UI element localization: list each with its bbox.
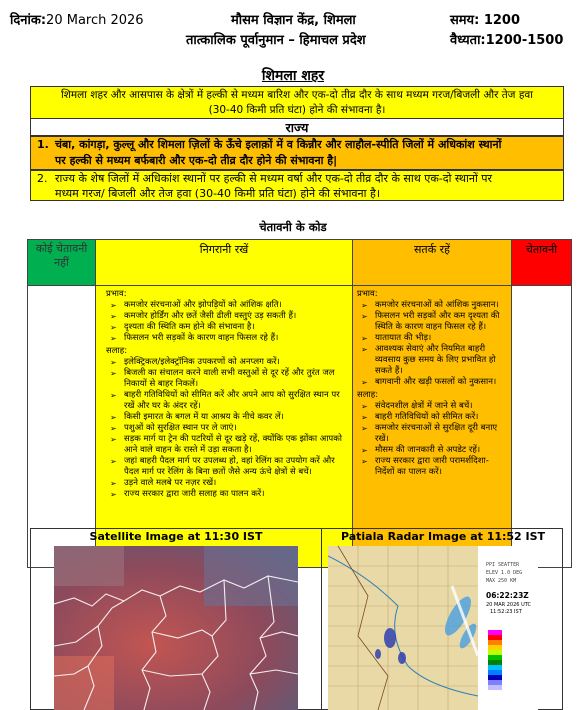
list-item: ➢ आवश्यक सेवाएं और नियमित बाहरी व्यवसाय कुछ समय के लिए प्रभावित हो सकते हैं।: [357, 344, 507, 377]
city-forecast-line1: शिमला शहर और आसपास के क्षेत्रों में हल्की से मध्यम बारिश और एक-दो तीव्र दौर के साथ मध्यम गरज/बिजली और तेज हवा: [61, 89, 533, 101]
list-item: ➢ राज्य सरकार द्वारा जारी सलाह का पालन करें।: [106, 489, 348, 500]
org-name: मौसम विज्ञान केंद्र, शिमला: [231, 13, 356, 28]
orange-impact-label: प्रभाव:: [357, 289, 378, 299]
list-item: ➢ कमजोर होर्डिंग और छतें जैसी ढीली वस्तुएं उड़ सकती हैं।: [106, 311, 348, 322]
svg-text:MAX 250 KM: MAX 250 KM: [486, 578, 517, 584]
yellow-advice-list: [106, 357, 348, 500]
warning-codes-table: [27, 239, 572, 568]
yellow-impacts-list: [106, 300, 348, 344]
yellow-code-body: [96, 286, 353, 568]
list-item: ➢ बिजली का संचालन करने वाली सभी वस्तुओं से दूर रहें और तुरंत जल निकायों से बाहर निकलें।: [106, 368, 348, 390]
validity-time: वैध्यता:1200-1500: [450, 33, 564, 48]
state-item-2-number: 2.: [37, 172, 48, 185]
list-item: ➢ किसी इमारत के बगल में या आश्रय के नीचे कवर लें।: [106, 412, 348, 423]
list-item: ➢ पशुओं को सुरक्षित स्थान पर ले जाएं।: [106, 423, 348, 434]
list-item: ➢ कमजोर संरचनाओं और झोपड़ियों को आंशिक क्षति।: [106, 300, 348, 311]
list-item: ➢ फिसलन भरी सड़कों के कारण वाहन फिसल रहे हैं।: [106, 333, 348, 344]
yellow-code-header: निगरानी रखें: [96, 240, 353, 286]
list-item: ➢ फिसलन भरी सड़कों और कम दृश्यता की स्थिति के कारण वाहन फिसल रहे हैं।: [357, 311, 507, 333]
warning-codes-title: चेतावनी के कोड: [259, 220, 327, 234]
yellow-advice-label: सलाह:: [106, 346, 128, 356]
list-item: ➢ बाहरी गतिविधियों को सीमित करें और अपने आप को सुरक्षित स्थान पर रखें और घर के अंदर रहें।: [106, 390, 348, 412]
orange-advice-list: [357, 401, 507, 478]
image-panel: [30, 528, 563, 710]
radar-clock: 06:22:23Z: [486, 591, 529, 600]
list-item: ➢ संवेदनशील क्षेत्रों में जाने से बचें।: [357, 401, 507, 412]
city-title: शिमला शहर: [261, 68, 325, 84]
orange-code-header: सतर्क रहें: [353, 240, 512, 286]
yellow-impact-label: प्रभाव:: [106, 289, 127, 299]
list-item: ➢ मौसम की जानकारी से अपडेट रहें।: [357, 445, 507, 456]
list-item: ➢ दृश्यता की स्थिति कम होने की संभावना है।: [106, 322, 348, 333]
state-title: राज्य: [30, 118, 564, 136]
radar-color-scale: [488, 630, 502, 690]
list-item: ➢ कमजोर संरचनाओं से सुरक्षित दूरी बनाए रखें।: [357, 423, 507, 445]
date-value: 20 March 2026: [46, 13, 144, 28]
list-item: ➢ इलेक्ट्रिकल/इलेक्ट्रॉनिक उपकरणों को अनप्लग करें।: [106, 357, 348, 368]
orange-advice-label: सलाह:: [357, 390, 379, 400]
red-code-body: [512, 286, 572, 568]
list-item: ➢ राज्य सरकार द्वारा जारी परामर्शदिशा-निर्देशों का पालन करें।: [357, 456, 507, 478]
state-item-1-number: 1.: [37, 138, 49, 151]
state-item-2-line2: मध्यम गरज/ बिजली और तेज हवा (30-40 किमी प्रति घंटा) होने की संभावना है।: [55, 187, 381, 200]
state-item-1: [30, 136, 564, 170]
radar-time-ist: 11:52:23 IST: [490, 609, 522, 615]
satellite-caption: Satellite Image at 11:30 IST: [89, 530, 263, 543]
issue-time: समय: 1200: [450, 13, 521, 28]
date-label: दिनांक:: [10, 13, 47, 28]
satellite-image: [54, 546, 298, 710]
svg-text:ELEV 1.0 DEG: ELEV 1.0 DEG: [486, 570, 523, 576]
state-item-2-line1: राज्य के शेष जिलों में अधिकांश स्थानों पर हल्की से मध्यम वर्षा और एक-दो तीव्र दौर के साथ एक-दो स्थानों पर: [55, 172, 493, 185]
red-code-header: चेतावनी: [512, 240, 572, 286]
city-forecast-line2: (30-40 किमी प्रति घंटा) होने की संभावना है।: [208, 104, 386, 116]
list-item: ➢ यातायात की भीड़।: [357, 333, 507, 344]
list-item: ➢ सड़क मार्ग या ट्रेन की पटरियों से दूर खड़े रहें, क्योंकि एक झोंका आपको आने वाले वाहन के रास्ते में उड़ा सकता है।: [106, 434, 348, 456]
satellite-cell: [31, 529, 321, 710]
green-code-body: [28, 286, 96, 568]
date-line: [10, 10, 144, 28]
page-subtitle: तात्कालिक पूर्वानुमान – हिमाचल प्रदेश: [186, 33, 366, 48]
state-item-2: [30, 170, 564, 201]
green-code-header: कोई चेतावनी नहीं: [28, 240, 96, 286]
list-item: ➢ जहां बाहरी पैदल मार्ग पर उपलब्ध हो, वहां रेलिंग का उपयोग करें और पैदल मार्ग पर रेलिंग के बिना छतों जैसे अन्य ऊंचे क्षेत्रों से बचें।: [106, 456, 348, 478]
radar-image: [328, 546, 538, 710]
radar-date: 20 MAR 2026 UTC: [486, 602, 531, 608]
list-item: ➢ बागवानी और खड़ी फसलों को नुकसान।: [357, 377, 507, 388]
city-forecast-box: [30, 86, 564, 119]
svg-text:PPI SEATTER: PPI SEATTER: [486, 562, 520, 568]
state-item-1-line2: पर हल्की से मध्यम बर्फबारी और एक-दो तीव्र दौर होने की संभावना है|: [55, 154, 338, 167]
radar-cell: [322, 529, 564, 710]
orange-code-body: [353, 286, 512, 568]
radar-caption: Patiala Radar Image at 11:52 IST: [340, 530, 546, 543]
list-item: ➢ उड़ने वाले मलबे पर नज़र रखें।: [106, 478, 348, 489]
state-item-1-line1: चंबा, कांगड़ा, कुल्लू और शिमला ज़िलों के ऊँचे इलाक़ों में व किन्नौर और लाहौल-स्पीति जिलों में अधिकांश स्थानों: [55, 138, 502, 151]
list-item: ➢ कमजोर संरचनाओं को आंशिक नुकसान।: [357, 300, 507, 311]
orange-impacts-list: [357, 300, 507, 388]
list-item: ➢ बाहरी गतिविधियों को सीमित करें।: [357, 412, 507, 423]
